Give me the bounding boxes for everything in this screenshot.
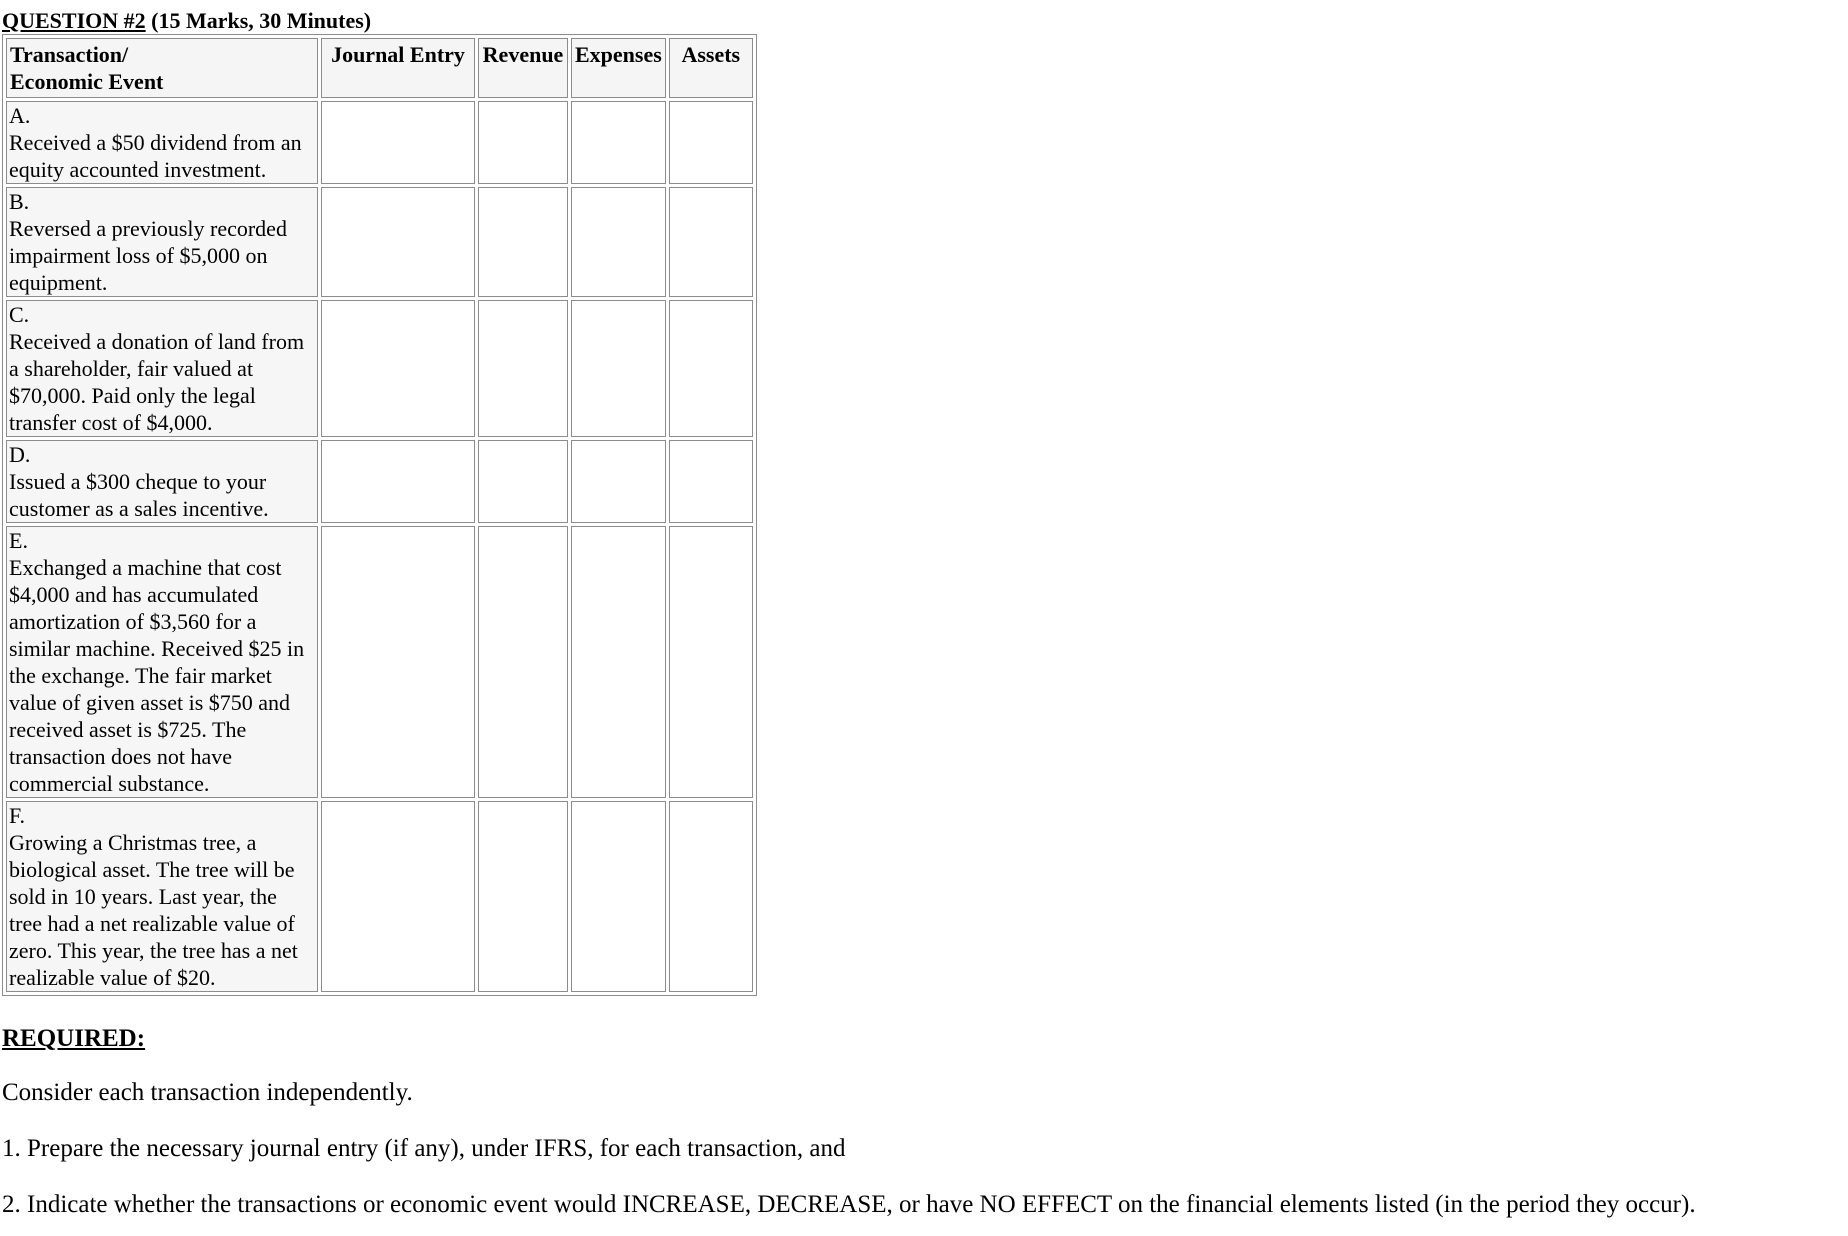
transaction-letter: C. [9, 302, 30, 327]
transaction-description [6, 300, 318, 437]
transaction-text: Exchanged a machine that cost $4,000 and has accumulated amortization of $3,560 for a similar machine. Received $25 in the exchange. The fair market value of given asset is $750 and received asset is $725. The transaction does not have commercial substance. [9, 555, 305, 796]
transaction-text: Received a donation of land from a shareholder, fair valued at $70,000. Paid only the legal transfer cost of $4,000. [9, 329, 305, 435]
expenses-cell[interactable] [571, 440, 666, 523]
header-revenue: Revenue [478, 38, 568, 98]
header-journal-entry: Journal Entry [321, 38, 475, 98]
table-row [6, 101, 753, 184]
transaction-description [6, 801, 318, 992]
transaction-description [6, 187, 318, 297]
revenue-cell[interactable] [478, 801, 568, 992]
instruction-financial-effect: 2. Indicate whether the transactions or economic event would INCREASE, DECREASE, or have NO EFFECT on the financial elements listed (in the period they occur). [2, 1191, 1696, 1218]
header-expenses: Expenses [571, 38, 666, 98]
instruction-journal-entry: 1. Prepare the necessary journal entry (if any), under IFRS, for each transaction, and [2, 1135, 846, 1162]
journal-entry-cell[interactable] [321, 801, 475, 992]
assets-cell[interactable] [669, 300, 753, 437]
expenses-cell[interactable] [571, 187, 666, 297]
assets-cell[interactable] [669, 440, 753, 523]
transaction-letter: D. [9, 442, 31, 467]
transaction-description [6, 526, 318, 798]
transaction-description [6, 101, 318, 184]
revenue-cell[interactable] [478, 101, 568, 184]
transaction-text: Received a $50 dividend from an equity accounted investment. [9, 130, 302, 182]
journal-entry-cell[interactable] [321, 101, 475, 184]
revenue-cell[interactable] [478, 187, 568, 297]
assets-cell[interactable] [669, 526, 753, 798]
question-marks: (15 Marks, 30 Minutes) [145, 8, 372, 33]
header-assets: Assets [669, 38, 753, 98]
instruction-independent: Consider each transaction independently. [2, 1079, 413, 1106]
table-row [6, 187, 753, 297]
journal-entry-cell[interactable] [321, 526, 475, 798]
journal-entry-cell[interactable] [321, 300, 475, 437]
transaction-description [6, 440, 318, 523]
table-row [6, 300, 753, 437]
expenses-cell[interactable] [571, 801, 666, 992]
journal-entry-cell[interactable] [321, 440, 475, 523]
transaction-text: Growing a Christmas tree, a biological asset. The tree will be sold in 10 years. Last year, the tree had a net realizable value of zero. This year, the tree has a net realizable value of $20. [9, 830, 298, 990]
transaction-table [2, 34, 757, 996]
required-heading: REQUIRED: [2, 1025, 146, 1052]
revenue-cell[interactable] [478, 300, 568, 437]
transaction-letter: E. [9, 528, 28, 553]
question-label: QUESTION #2 [2, 8, 146, 33]
assets-cell[interactable] [669, 187, 753, 297]
assets-cell[interactable] [669, 801, 753, 992]
transaction-letter: F. [9, 803, 25, 828]
expenses-cell[interactable] [571, 101, 666, 184]
expenses-cell[interactable] [571, 300, 666, 437]
transaction-text: Issued a $300 cheque to your customer as a sales incentive. [9, 469, 269, 521]
header-transaction: Transaction/ Economic Event [6, 38, 318, 98]
revenue-cell[interactable] [478, 440, 568, 523]
question-title [2, 8, 1696, 34]
table-header-row [6, 38, 753, 98]
transaction-text: Reversed a previously recorded impairment loss of $5,000 on equipment. [9, 216, 287, 295]
table-row [6, 526, 753, 798]
revenue-cell[interactable] [478, 526, 568, 798]
journal-entry-cell[interactable] [321, 187, 475, 297]
expenses-cell[interactable] [571, 526, 666, 798]
table-row [6, 440, 753, 523]
question-page [2, 8, 1696, 1220]
transaction-letter: B. [9, 189, 30, 214]
transaction-letter: A. [9, 103, 31, 128]
assets-cell[interactable] [669, 101, 753, 184]
table-row [6, 801, 753, 992]
